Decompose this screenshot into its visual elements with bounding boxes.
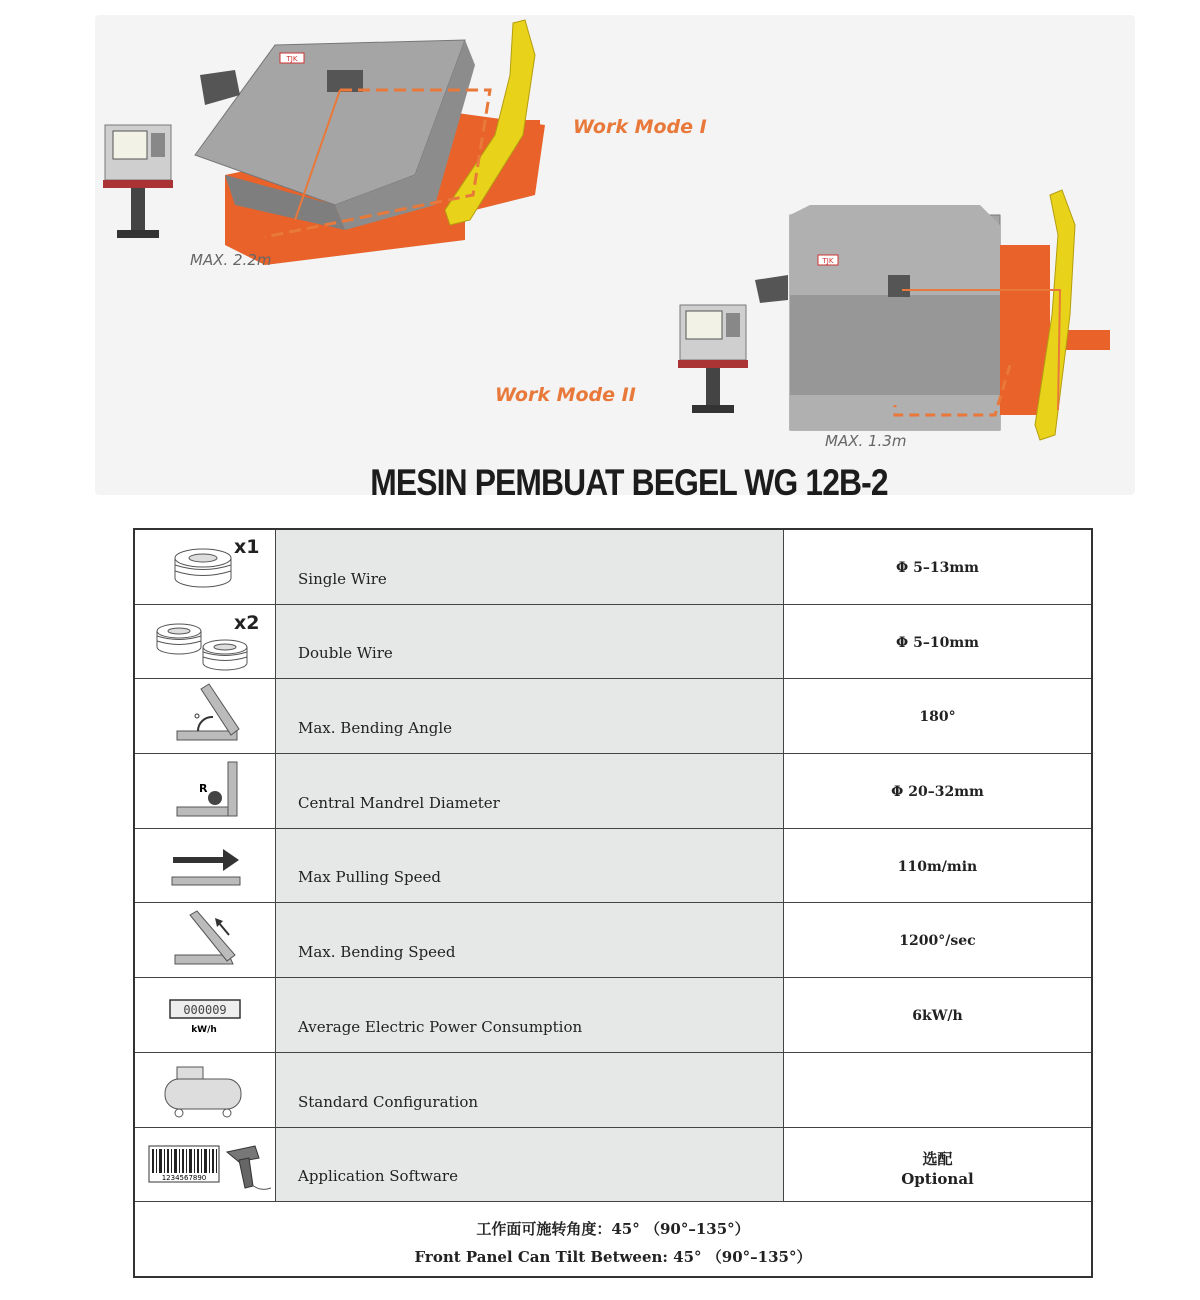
- work-mode-2-max: MAX. 1.3m: [825, 432, 907, 450]
- spec-value-cell: [784, 530, 1091, 604]
- spec-value-cn: 选配: [922, 1149, 953, 1168]
- pulling-arrow-icon: [135, 829, 276, 903]
- spec-icon-cell: [135, 1053, 276, 1127]
- spec-value-cell: [784, 605, 1091, 679]
- power-meter-icon: [135, 978, 276, 1052]
- spec-value: Optional: [901, 1169, 974, 1188]
- brand-logo: TJK: [286, 55, 298, 63]
- spec-row-power-consumption: [135, 978, 1091, 1053]
- spec-icon-cell: [135, 605, 276, 679]
- tilt-note-cn: 工作面可施转角度：45° （90°–135°）: [476, 1220, 750, 1239]
- spec-row-bending-speed: [135, 903, 1091, 978]
- work-mode-2-label: Work Mode II: [495, 384, 636, 406]
- bending-angle-icon: [135, 679, 276, 753]
- machine-illustration-area: [0, 0, 1200, 460]
- barcode-scanner-icon: [135, 1128, 276, 1202]
- spec-value: Φ 20–32mm: [891, 784, 984, 801]
- spec-name: Standard Configuration: [298, 1092, 479, 1111]
- spec-icon-cell: [135, 1128, 276, 1202]
- spec-icon-cell: [135, 530, 276, 604]
- machine-mode-2-illustration: [670, 185, 1130, 445]
- meter-unit: kW/h: [191, 1025, 217, 1036]
- tilt-note-en: Front Panel Can Tilt Between: 45° （90°–135°）: [414, 1248, 812, 1267]
- spec-name: Application Software: [298, 1167, 458, 1186]
- spec-name: Average Electric Power Consumption: [298, 1017, 583, 1036]
- spec-row-mandrel-diameter: [135, 754, 1091, 829]
- spec-value-cell: [784, 1053, 1091, 1127]
- spec-name-cell: [276, 1053, 784, 1127]
- barcode-digits: 1234567890: [161, 1173, 207, 1182]
- spec-icon-cell: [135, 679, 276, 753]
- control-console-1: [103, 125, 173, 238]
- work-mode-1-label: Work Mode I: [573, 116, 707, 138]
- spec-value-cell: [784, 754, 1091, 828]
- spec-value-cell: [784, 829, 1091, 903]
- spec-row-pulling-speed: [135, 829, 1091, 904]
- meter-digits: 000009: [183, 1003, 227, 1018]
- spec-row-bending-angle: [135, 679, 1091, 754]
- spec-value: 1200°/sec: [899, 933, 976, 950]
- spec-value: Φ 5–10mm: [896, 634, 979, 651]
- spec-value: 110m/min: [897, 858, 978, 875]
- spec-row-double-wire: [135, 605, 1091, 680]
- spec-icon-cell: [135, 754, 276, 828]
- spec-name-cell: [276, 605, 784, 679]
- spec-row-application-software: [135, 1128, 1091, 1203]
- tilt-note: [135, 1202, 1091, 1276]
- spec-name: Single Wire: [298, 569, 387, 588]
- spec-row-standard-config: [135, 1053, 1091, 1128]
- bending-speed-icon: [135, 903, 276, 977]
- spec-name-cell: [276, 1128, 784, 1202]
- spec-value: 6kW/h: [912, 1008, 963, 1025]
- brand-logo-2: TJK: [822, 257, 834, 265]
- air-compressor-icon: [135, 1053, 276, 1127]
- spec-value-cell: [784, 1128, 1091, 1202]
- spec-name: Max Pulling Speed: [298, 868, 441, 887]
- spec-name-cell: [276, 903, 784, 977]
- spec-name-cell: [276, 829, 784, 903]
- spec-table: [133, 528, 1093, 1278]
- mandrel-radius-icon: [135, 754, 276, 828]
- spec-value: Φ 5–13mm: [896, 560, 979, 576]
- spec-name: Max. Bending Angle: [298, 719, 453, 738]
- control-console-2: [678, 305, 748, 413]
- spec-value-cell: [784, 679, 1091, 753]
- spec-value-cell: [784, 978, 1091, 1052]
- spec-row-single-wire: [135, 530, 1091, 605]
- spec-value-cell: [784, 903, 1091, 977]
- machine-mode-1-illustration: [95, 15, 575, 275]
- spec-name: Double Wire: [298, 644, 393, 663]
- work-mode-1-max: MAX. 2.2m: [190, 251, 272, 269]
- spec-icon-cell: [135, 903, 276, 977]
- spec-name-cell: [276, 530, 784, 604]
- spec-name-cell: [276, 679, 784, 753]
- spec-value: 180°: [919, 709, 956, 726]
- multiplier-badge: x1: [234, 536, 260, 558]
- spec-icon-cell: [135, 978, 276, 1052]
- page-title: MESIN PEMBUAT BEGEL WG 12B-2: [370, 462, 888, 503]
- spec-name: Max. Bending Speed: [298, 943, 456, 962]
- radius-label: R: [199, 782, 208, 796]
- spec-name-cell: [276, 978, 784, 1052]
- multiplier-badge: x2: [234, 611, 260, 634]
- spec-name: Central Mandrel Diameter: [298, 793, 500, 812]
- spec-name-cell: [276, 754, 784, 828]
- spec-icon-cell: [135, 829, 276, 903]
